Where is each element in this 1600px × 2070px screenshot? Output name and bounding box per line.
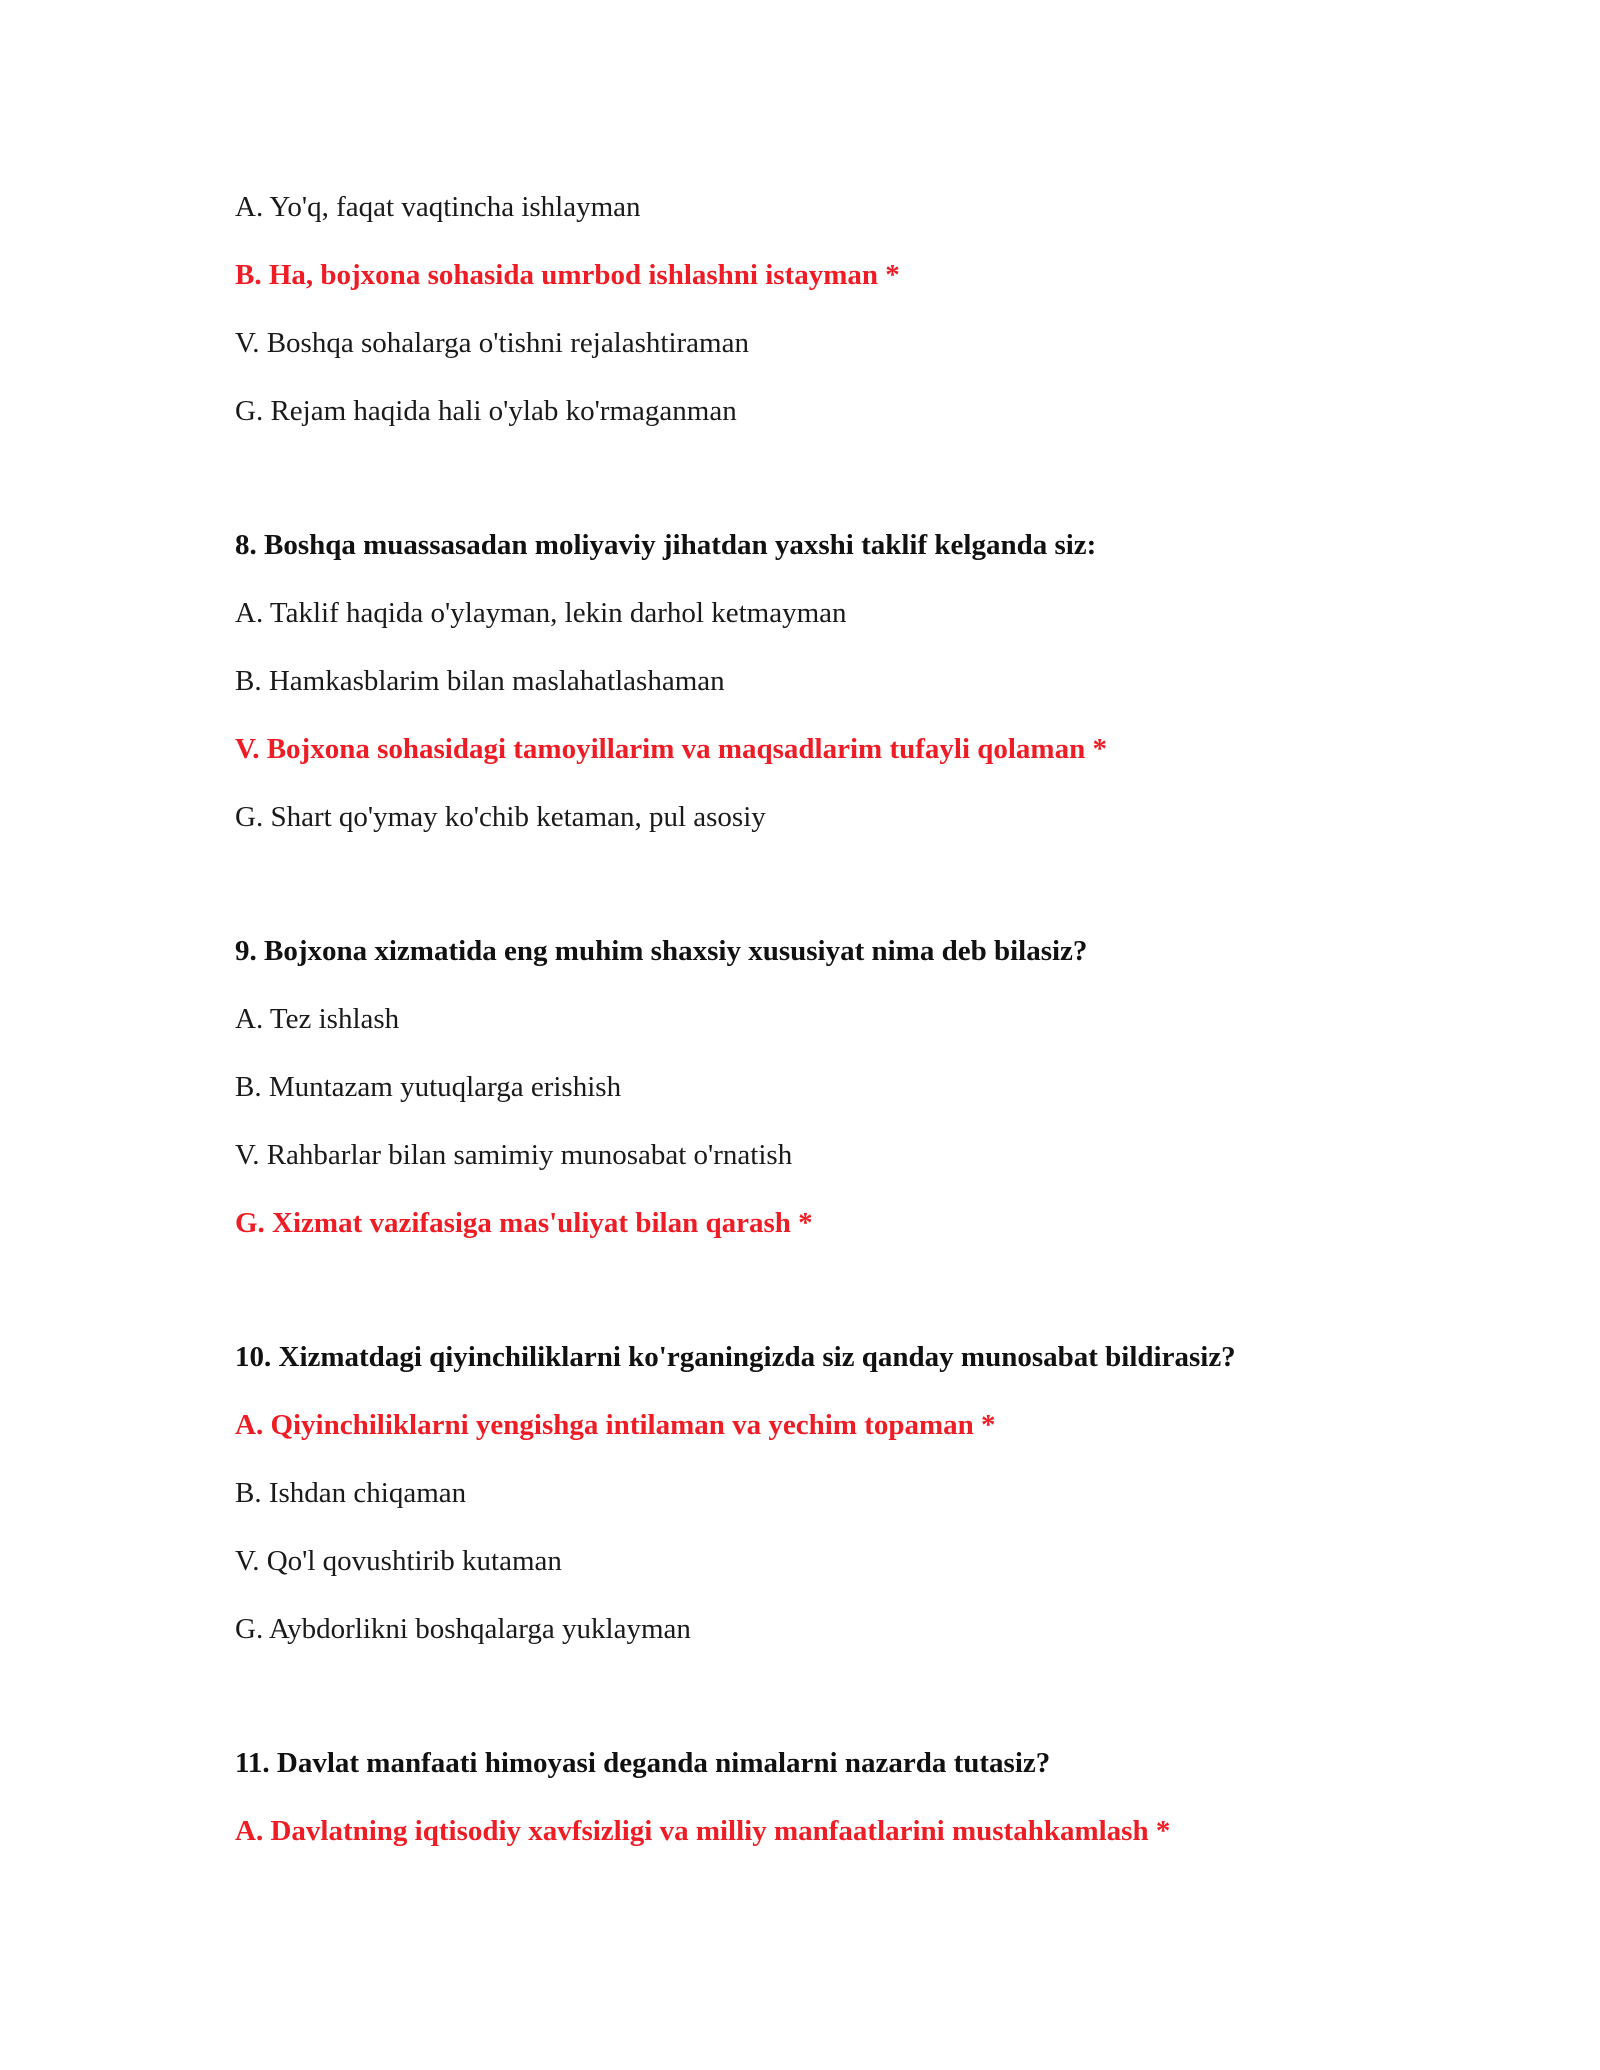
question-10-text: 10. Xizmatdagi qiyinchiliklarni ko'rganingizda siz qanday munosabat bildirasiz? (235, 1341, 1236, 1373)
option-8-a: A. Taklif haqida o'ylayman, lekin darhol ketmayman (235, 597, 847, 629)
option-9-v: V. Rahbarlar bilan samimiy munosabat o'rnatish (235, 1139, 793, 1171)
option-9-a: A. Tez ishlash (235, 1003, 400, 1035)
question-9-text: 9. Bojxona xizmatida eng muhim shaxsiy xususiyat nima deb bilasiz? (235, 935, 1088, 967)
option-7-b-correct: B. Ha, bojxona sohasida umrbod ishlashni istayman * (235, 259, 900, 291)
option-7-v: V. Boshqa sohalarga o'tishni rejalashtiraman (235, 327, 749, 359)
option-10-g: G. Aybdorlikni boshqalarga yuklayman (235, 1613, 691, 1645)
option-8-g: G. Shart qo'ymay ko'chib ketaman, pul asosiy (235, 801, 766, 833)
option-11-a-correct: A. Davlatning iqtisodiy xavfsizligi va milliy manfaatlarini mustahkamlash * (235, 1815, 1171, 1847)
option-10-a-correct: A. Qiyinchiliklarni yengishga intilaman va yechim topaman * (235, 1409, 996, 1441)
option-9-b: B. Muntazam yutuqlarga erishish (235, 1071, 622, 1103)
option-8-b: B. Hamkasblarim bilan maslahatlashaman (235, 665, 725, 697)
option-7-a: A. Yo'q, faqat vaqtincha ishlayman (235, 191, 641, 223)
option-9-g-correct: G. Xizmat vazifasiga mas'uliyat bilan qarash * (235, 1207, 813, 1239)
question-8-text: 8. Boshqa muassasadan moliyaviy jihatdan yaxshi taklif kelganda siz: (235, 529, 1097, 561)
question-11-text: 11. Davlat manfaati himoyasi deganda nimalarni nazarda tutasiz? (235, 1747, 1051, 1779)
option-8-v-correct: V. Bojxona sohasidagi tamoyillarim va maqsadlarim tufayli qolaman * (235, 733, 1107, 765)
option-7-g: G. Rejam haqida hali o'ylab ko'rmaganman (235, 395, 737, 427)
option-10-v: V. Qo'l qovushtirib kutaman (235, 1545, 562, 1577)
option-10-b: B. Ishdan chiqaman (235, 1477, 467, 1509)
